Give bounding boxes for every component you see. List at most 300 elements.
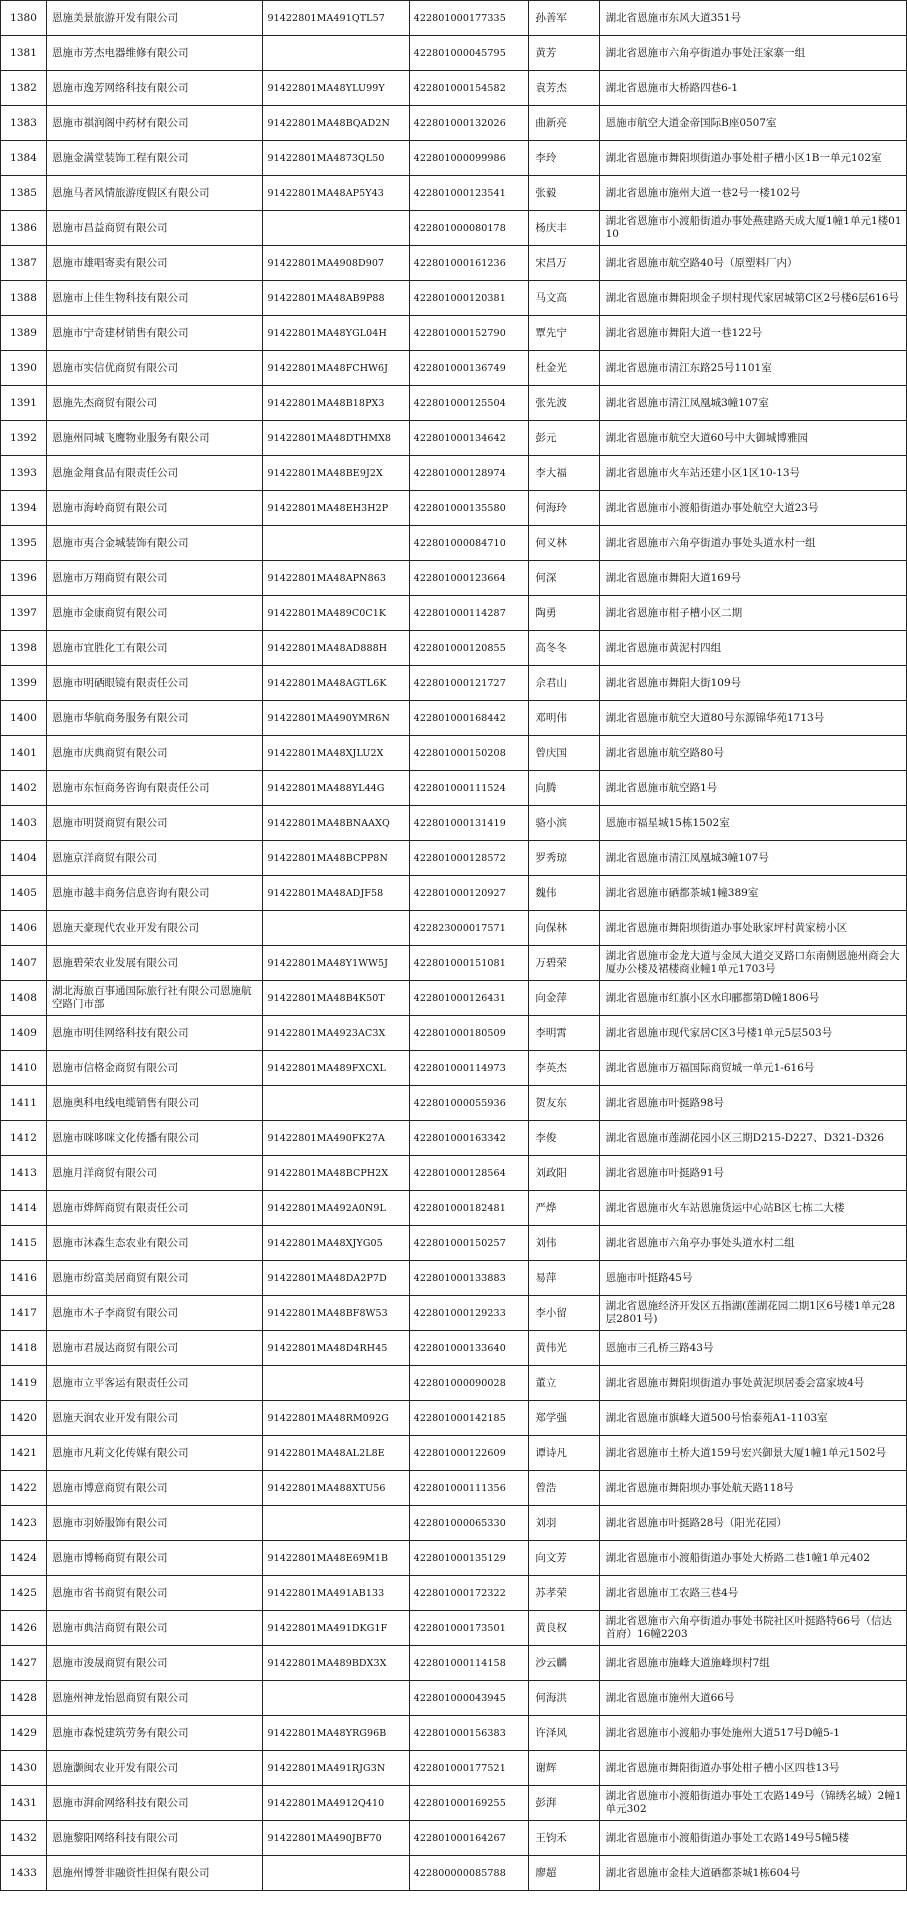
- company-name-cell: 恩施市浚晟商贸有限公司: [47, 1646, 263, 1681]
- legal-representative-cell: 向金萍: [529, 981, 599, 1016]
- address-cell: 恩施市航空大道金帝国际B座0507室: [599, 106, 906, 141]
- company-name-cell: 恩施市明佳网络科技有限公司: [47, 1016, 263, 1051]
- table-row: [1, 246, 907, 281]
- table-row: [1, 1471, 907, 1506]
- company-name-cell: 恩施市上佳生物科技有限公司: [47, 281, 263, 316]
- credit-code-cell: 91422801MA492A0N9L: [263, 1191, 409, 1226]
- company-name-cell: 恩施市凡莉文化传媒有限公司: [47, 1436, 263, 1471]
- legal-representative-cell: 李俊: [529, 1121, 599, 1156]
- registration-number-cell: 422801000132026: [409, 106, 529, 141]
- address-cell: 恩施市叶挺路45号: [599, 1261, 906, 1296]
- table-row: [1, 596, 907, 631]
- legal-representative-cell: 贺友东: [529, 1086, 599, 1121]
- company-name-cell: 恩施天润农业开发有限公司: [47, 1401, 263, 1436]
- company-name-cell: 恩施市昌益商贸有限公司: [47, 211, 263, 246]
- company-name-cell: 恩施市湃俞网络科技有限公司: [47, 1786, 263, 1821]
- row-number-cell: 1416: [1, 1261, 47, 1296]
- row-number-cell: 1398: [1, 631, 47, 666]
- legal-representative-cell: 宋昌万: [529, 246, 599, 281]
- company-name-cell: 恩施州神龙怡恩商贸有限公司: [47, 1681, 263, 1716]
- table-row: [1, 1716, 907, 1751]
- legal-representative-cell: 向腾: [529, 771, 599, 806]
- table-row: [1, 1156, 907, 1191]
- credit-code-cell: 91422801MA48E69M1B: [263, 1541, 409, 1576]
- table-row: [1, 1436, 907, 1471]
- registration-number-cell: 422801000099986: [409, 141, 529, 176]
- row-number-cell: 1399: [1, 666, 47, 701]
- address-cell: 湖北省恩施市六角亭街道办事处头道水村一组: [599, 526, 906, 561]
- table-row: [1, 1681, 907, 1716]
- registration-number-cell: 422801000120381: [409, 281, 529, 316]
- legal-representative-cell: 谢辉: [529, 1751, 599, 1786]
- company-name-cell: 恩施州同城飞鹰物业服务有限公司: [47, 421, 263, 456]
- address-cell: 湖北省恩施市叶挺路28号（阳光花园）: [599, 1506, 906, 1541]
- address-cell: 湖北省恩施市莲湖花园小区三期D215-D227、D321-D326: [599, 1121, 906, 1156]
- table-row: [1, 421, 907, 456]
- address-cell: 湖北省恩施市小渡船街道办事处工农路149号5幢5楼: [599, 1821, 906, 1856]
- address-cell: 湖北省恩施市航空路80号: [599, 736, 906, 771]
- table-row: [1, 1051, 907, 1086]
- legal-representative-cell: 佘君山: [529, 666, 599, 701]
- row-number-cell: 1392: [1, 421, 47, 456]
- registration-number-cell: 422801000177521: [409, 1751, 529, 1786]
- registration-number-cell: 422801000163342: [409, 1121, 529, 1156]
- address-cell: 湖北省恩施市火车站还建小区1区10-13号: [599, 456, 906, 491]
- table-row: [1, 491, 907, 526]
- credit-code-cell: 91422801MA48D4RH45: [263, 1331, 409, 1366]
- company-name-cell: 恩施市明硒眼镜有限责任公司: [47, 666, 263, 701]
- credit-code-cell: 91422801MA491DKG1F: [263, 1611, 409, 1646]
- table-row: [1, 666, 907, 701]
- table-row: [1, 1541, 907, 1576]
- registration-number-cell: 422801000164267: [409, 1821, 529, 1856]
- registration-number-cell: 422801000173501: [409, 1611, 529, 1646]
- row-number-cell: 1384: [1, 141, 47, 176]
- company-name-cell: 恩施市烨辉商贸有限责任公司: [47, 1191, 263, 1226]
- address-cell: 湖北省恩施市舞阳坝街道办事处耿家坪村黄家榜小区: [599, 911, 906, 946]
- row-number-cell: 1428: [1, 1681, 47, 1716]
- legal-representative-cell: 何海洪: [529, 1681, 599, 1716]
- address-cell: 湖北省恩施市小渡船街道办事处航空大道23号: [599, 491, 906, 526]
- registration-number-cell: 422801000161236: [409, 246, 529, 281]
- row-number-cell: 1415: [1, 1226, 47, 1261]
- address-cell: 湖北省恩施市舞阳大道169号: [599, 561, 906, 596]
- registration-number-cell: 422801000128572: [409, 841, 529, 876]
- credit-code-cell: 91422801MA48AGTL6K: [263, 666, 409, 701]
- credit-code-cell: 91422801MA48ADJF58: [263, 876, 409, 911]
- company-name-cell: 恩施市庆典商贸有限公司: [47, 736, 263, 771]
- table-row: [1, 1751, 907, 1786]
- row-number-cell: 1389: [1, 316, 47, 351]
- address-cell: 湖北省恩施市航空大道60号中大御城博雅园: [599, 421, 906, 456]
- credit-code-cell: [263, 1366, 409, 1401]
- credit-code-cell: 91422801MA489BDX3X: [263, 1646, 409, 1681]
- row-number-cell: 1401: [1, 736, 47, 771]
- table-row: [1, 71, 907, 106]
- credit-code-cell: [263, 36, 409, 71]
- address-cell: 湖北省恩施市舞阳坝街道办事处黄泥坝居委会富家坡4号: [599, 1366, 906, 1401]
- table-row: [1, 1506, 907, 1541]
- company-name-cell: 恩施市咪哆咪文化传播有限公司: [47, 1121, 263, 1156]
- row-number-cell: 1425: [1, 1576, 47, 1611]
- registration-number-cell: 422800000085788: [409, 1856, 529, 1891]
- address-cell: 湖北省恩施市舞阳街道办事处柑子槽小区四巷13号: [599, 1751, 906, 1786]
- row-number-cell: 1386: [1, 211, 47, 246]
- row-number-cell: 1409: [1, 1016, 47, 1051]
- registration-number-cell: 422801000114973: [409, 1051, 529, 1086]
- address-cell: 湖北省恩施市航空大道80号东源锦华苑1713号: [599, 701, 906, 736]
- company-name-cell: 恩施市芳杰电器维修有限公司: [47, 36, 263, 71]
- credit-code-cell: 91422801MA48BQAD2N: [263, 106, 409, 141]
- table-row: [1, 981, 907, 1016]
- credit-code-cell: 91422801MA48YGL04H: [263, 316, 409, 351]
- registration-number-cell: 422801000065330: [409, 1506, 529, 1541]
- credit-code-cell: 91422801MA48DTHMX8: [263, 421, 409, 456]
- legal-representative-cell: 向文芳: [529, 1541, 599, 1576]
- row-number-cell: 1423: [1, 1506, 47, 1541]
- legal-representative-cell: 孙善军: [529, 1, 599, 36]
- registration-number-cell: 422801000090028: [409, 1366, 529, 1401]
- table-row: [1, 141, 907, 176]
- legal-representative-cell: 陶勇: [529, 596, 599, 631]
- company-name-cell: 恩施市雄唱寄卖有限公司: [47, 246, 263, 281]
- credit-code-cell: 91422801MA490YMR6N: [263, 701, 409, 736]
- row-number-cell: 1397: [1, 596, 47, 631]
- address-cell: 湖北省恩施市旗峰大道500号怡泰苑A1-1103室: [599, 1401, 906, 1436]
- registration-number-cell: 422801000125504: [409, 386, 529, 421]
- registration-number-cell: 422801000123664: [409, 561, 529, 596]
- address-cell: 恩施市福星城15栋1502室: [599, 806, 906, 841]
- registration-number-cell: 422801000131419: [409, 806, 529, 841]
- credit-code-cell: [263, 1086, 409, 1121]
- company-name-cell: 恩施美景旅游开发有限公司: [47, 1, 263, 36]
- registration-number-cell: 422801000135580: [409, 491, 529, 526]
- company-name-cell: 恩施市木子李商贸有限公司: [47, 1296, 263, 1331]
- credit-code-cell: 91422801MA48RM092G: [263, 1401, 409, 1436]
- registration-number-cell: 422801000080178: [409, 211, 529, 246]
- table-body: [1, 1, 907, 1891]
- legal-representative-cell: 李大福: [529, 456, 599, 491]
- address-cell: 湖北省恩施市施州大道一巷2号一楼102号: [599, 176, 906, 211]
- row-number-cell: 1394: [1, 491, 47, 526]
- row-number-cell: 1410: [1, 1051, 47, 1086]
- legal-representative-cell: 曾浩: [529, 1471, 599, 1506]
- company-name-cell: 恩施市越丰商务信息咨询有限公司: [47, 876, 263, 911]
- credit-code-cell: 91422801MA48DA2P7D: [263, 1261, 409, 1296]
- address-cell: 湖北省恩施市六角亭街道办事处汪家寨一组: [599, 36, 906, 71]
- registration-number-cell: 422801000084710: [409, 526, 529, 561]
- legal-representative-cell: 张毅: [529, 176, 599, 211]
- table-row: [1, 1366, 907, 1401]
- credit-code-cell: 91422801MA4873QL50: [263, 141, 409, 176]
- row-number-cell: 1408: [1, 981, 47, 1016]
- legal-representative-cell: 张先波: [529, 386, 599, 421]
- credit-code-cell: 91422801MA48AL2L8E: [263, 1436, 409, 1471]
- row-number-cell: 1396: [1, 561, 47, 596]
- company-name-cell: 恩施市森悦建筑劳务有限公司: [47, 1716, 263, 1751]
- company-name-cell: 湖北海旅百事通国际旅行社有限公司恩施航空路门市部: [47, 981, 263, 1016]
- registration-number-cell: 422801000123541: [409, 176, 529, 211]
- credit-code-cell: 91422801MA48B4K50T: [263, 981, 409, 1016]
- address-cell: 湖北省恩施市火车站恩施货运中心站B区七栋二大楼: [599, 1191, 906, 1226]
- company-name-cell: 恩施市东恒商务咨询有限责任公司: [47, 771, 263, 806]
- address-cell: 湖北省恩施市红旗小区水印郦都第D幢1806号: [599, 981, 906, 1016]
- table-row: [1, 1261, 907, 1296]
- table-row: [1, 1856, 907, 1891]
- legal-representative-cell: 易萍: [529, 1261, 599, 1296]
- credit-code-cell: 91422801MA48YLU99Y: [263, 71, 409, 106]
- legal-representative-cell: 黄伟光: [529, 1331, 599, 1366]
- row-number-cell: 1430: [1, 1751, 47, 1786]
- company-name-cell: 恩施天豪现代农业开发有限公司: [47, 911, 263, 946]
- company-name-cell: 恩施市逸芳网络科技有限公司: [47, 71, 263, 106]
- company-name-cell: 恩施州博誉非融资性担保有限公司: [47, 1856, 263, 1891]
- address-cell: 湖北省恩施市清江凤凰城3幢107号: [599, 841, 906, 876]
- address-cell: 湖北省恩施市小渡船街道办事处燕建路天成大厦1幢1单元1楼0110: [599, 211, 906, 246]
- credit-code-cell: 91422801MA488XTU56: [263, 1471, 409, 1506]
- table-row: [1, 1401, 907, 1436]
- credit-code-cell: 91422801MA48AB9P88: [263, 281, 409, 316]
- credit-code-cell: 91422801MA48BCPP8N: [263, 841, 409, 876]
- company-name-cell: 恩施市实信优商贸有限公司: [47, 351, 263, 386]
- legal-representative-cell: 曾庆国: [529, 736, 599, 771]
- registration-number-cell: 422823000017571: [409, 911, 529, 946]
- row-number-cell: 1413: [1, 1156, 47, 1191]
- credit-code-cell: 91422801MA48BCPH2X: [263, 1156, 409, 1191]
- registration-number-cell: 422801000168442: [409, 701, 529, 736]
- company-name-cell: 恩施市明贤商贸有限公司: [47, 806, 263, 841]
- registration-number-cell: 422801000156383: [409, 1716, 529, 1751]
- address-cell: 湖北省恩施市航空路40号（原塑料厂内）: [599, 246, 906, 281]
- address-cell: 湖北省恩施市航空路1号: [599, 771, 906, 806]
- row-number-cell: 1402: [1, 771, 47, 806]
- table-row: [1, 211, 907, 246]
- credit-code-cell: [263, 526, 409, 561]
- registration-number-cell: 422801000114287: [409, 596, 529, 631]
- credit-code-cell: 91422801MA48BNAAXQ: [263, 806, 409, 841]
- registration-number-cell: 422801000122609: [409, 1436, 529, 1471]
- legal-representative-cell: 何义林: [529, 526, 599, 561]
- credit-code-cell: [263, 1506, 409, 1541]
- registration-number-cell: 422801000182481: [409, 1191, 529, 1226]
- row-number-cell: 1420: [1, 1401, 47, 1436]
- row-number-cell: 1380: [1, 1, 47, 36]
- registration-number-cell: 422801000055936: [409, 1086, 529, 1121]
- row-number-cell: 1407: [1, 946, 47, 981]
- registration-number-cell: 422801000152790: [409, 316, 529, 351]
- credit-code-cell: 91422801MA48YRG96B: [263, 1716, 409, 1751]
- company-name-cell: 恩施市金康商贸有限公司: [47, 596, 263, 631]
- table-row: [1, 1576, 907, 1611]
- registration-number-cell: 422801000150257: [409, 1226, 529, 1261]
- address-cell: 湖北省恩施市万福国际商贸城一单元1-616号: [599, 1051, 906, 1086]
- address-cell: 湖北省恩施市柑子槽小区二期: [599, 596, 906, 631]
- company-name-cell: 恩施京洋商贸有限公司: [47, 841, 263, 876]
- company-name-cell: 恩施市君晟达商贸有限公司: [47, 1331, 263, 1366]
- row-number-cell: 1391: [1, 386, 47, 421]
- credit-code-cell: 91422801MA48EH3H2P: [263, 491, 409, 526]
- registration-number-cell: 422801000154582: [409, 71, 529, 106]
- legal-representative-cell: 袁芳杰: [529, 71, 599, 106]
- address-cell: 湖北省恩施市六角亭办事处头道水村二组: [599, 1226, 906, 1261]
- row-number-cell: 1426: [1, 1611, 47, 1646]
- row-number-cell: 1383: [1, 106, 47, 141]
- table-row: [1, 106, 907, 141]
- table-row: [1, 1191, 907, 1226]
- table-row: [1, 456, 907, 491]
- row-number-cell: 1404: [1, 841, 47, 876]
- address-cell: 湖北省恩施市舞阳大街109号: [599, 666, 906, 701]
- address-cell: 湖北省恩施市工农路三巷4号: [599, 1576, 906, 1611]
- registration-number-cell: 422801000133883: [409, 1261, 529, 1296]
- legal-representative-cell: 向保林: [529, 911, 599, 946]
- company-name-cell: 恩施市立平客运有限责任公司: [47, 1366, 263, 1401]
- address-cell: 恩施市三孔桥三路43号: [599, 1331, 906, 1366]
- row-number-cell: 1421: [1, 1436, 47, 1471]
- credit-code-cell: 91422801MA48XJYG05: [263, 1226, 409, 1261]
- address-cell: 湖北省恩施市土桥大道159号宏兴御景大厦1幢1单元1502号: [599, 1436, 906, 1471]
- address-cell: 湖北省恩施市金桂大道硒都茶城1栋604号: [599, 1856, 906, 1891]
- legal-representative-cell: 刘政阳: [529, 1156, 599, 1191]
- company-name-cell: 恩施市华航商务服务有限公司: [47, 701, 263, 736]
- row-number-cell: 1406: [1, 911, 47, 946]
- company-name-cell: 恩施市宜胜化工有限公司: [47, 631, 263, 666]
- table-row: [1, 1296, 907, 1331]
- registration-number-cell: 422801000120855: [409, 631, 529, 666]
- table-row: [1, 1086, 907, 1121]
- table-row: [1, 526, 907, 561]
- legal-representative-cell: 谭诗凡: [529, 1436, 599, 1471]
- legal-representative-cell: 董立: [529, 1366, 599, 1401]
- row-number-cell: 1431: [1, 1786, 47, 1821]
- address-cell: 湖北省恩施市六角亭街道办事处书院社区叶挺路特66号（信达首府）16幢2203: [599, 1611, 906, 1646]
- address-cell: 湖北省恩施市小渡船街道办事处大桥路二巷1幢1单元402: [599, 1541, 906, 1576]
- legal-representative-cell: 廖超: [529, 1856, 599, 1891]
- row-number-cell: 1400: [1, 701, 47, 736]
- legal-representative-cell: 覃先宁: [529, 316, 599, 351]
- address-cell: 湖北省恩施市施州大道66号: [599, 1681, 906, 1716]
- legal-representative-cell: 曲新亮: [529, 106, 599, 141]
- row-number-cell: 1382: [1, 71, 47, 106]
- address-cell: 湖北省恩施市金龙大道与金凤大道交叉路口东南侧恩施州商会大厦办公楼及裙楼商业幢1单元1703号: [599, 946, 906, 981]
- legal-representative-cell: 骆小滨: [529, 806, 599, 841]
- address-cell: 湖北省恩施市小渡船街道办事处工农路149号（锦绣名城）2幢1单元302: [599, 1786, 906, 1821]
- row-number-cell: 1393: [1, 456, 47, 491]
- address-cell: 湖北省恩施市小渡船办事处施州大道517号D幢5-1: [599, 1716, 906, 1751]
- registration-number-cell: 422801000142185: [409, 1401, 529, 1436]
- registration-number-cell: 422801000129233: [409, 1296, 529, 1331]
- registration-number-cell: 422801000134642: [409, 421, 529, 456]
- table-row: [1, 841, 907, 876]
- table-row: [1, 771, 907, 806]
- company-name-cell: 恩施市博畅商贸有限公司: [47, 1541, 263, 1576]
- credit-code-cell: 91422801MA490FK27A: [263, 1121, 409, 1156]
- legal-representative-cell: 严烨: [529, 1191, 599, 1226]
- credit-code-cell: 91422801MA48Y1WW5J: [263, 946, 409, 981]
- table-row: [1, 631, 907, 666]
- credit-code-cell: 91422801MA491RJG3N: [263, 1751, 409, 1786]
- legal-representative-cell: 高冬冬: [529, 631, 599, 666]
- table-row: [1, 1821, 907, 1856]
- legal-representative-cell: 王钧禾: [529, 1821, 599, 1856]
- row-number-cell: 1388: [1, 281, 47, 316]
- company-name-cell: 恩施市纷富美居商贸有限公司: [47, 1261, 263, 1296]
- row-number-cell: 1419: [1, 1366, 47, 1401]
- row-number-cell: 1390: [1, 351, 47, 386]
- legal-representative-cell: 杨庆丰: [529, 211, 599, 246]
- company-name-cell: 恩施金翔食品有限责任公司: [47, 456, 263, 491]
- table-row: [1, 176, 907, 211]
- company-name-cell: 恩施市宁奇建材销售有限公司: [47, 316, 263, 351]
- registration-number-cell: 422801000111356: [409, 1471, 529, 1506]
- legal-representative-cell: 刘羽: [529, 1506, 599, 1541]
- table-row: [1, 1786, 907, 1821]
- legal-representative-cell: 李明霄: [529, 1016, 599, 1051]
- row-number-cell: 1417: [1, 1296, 47, 1331]
- company-name-cell: 恩施市夷合金城装饰有限公司: [47, 526, 263, 561]
- registration-number-cell: 422801000133640: [409, 1331, 529, 1366]
- table-row: [1, 1121, 907, 1156]
- legal-representative-cell: 马文高: [529, 281, 599, 316]
- registration-number-cell: 422801000128564: [409, 1156, 529, 1191]
- credit-code-cell: 91422801MA4923AC3X: [263, 1016, 409, 1051]
- legal-representative-cell: 邓明伟: [529, 701, 599, 736]
- row-number-cell: 1418: [1, 1331, 47, 1366]
- table-row: [1, 36, 907, 71]
- table-row: [1, 911, 907, 946]
- credit-code-cell: [263, 911, 409, 946]
- company-name-cell: 恩施月洋商贸有限公司: [47, 1156, 263, 1191]
- registration-number-cell: 422801000169255: [409, 1786, 529, 1821]
- company-name-cell: 恩施先杰商贸有限公司: [47, 386, 263, 421]
- company-name-cell: 恩施市典洁商贸有限公司: [47, 1611, 263, 1646]
- registration-number-cell: 422801000180509: [409, 1016, 529, 1051]
- credit-code-cell: 91422801MA489C0C1K: [263, 596, 409, 631]
- legal-representative-cell: 何深: [529, 561, 599, 596]
- legal-representative-cell: 黄芳: [529, 36, 599, 71]
- legal-representative-cell: 黄良权: [529, 1611, 599, 1646]
- address-cell: 湖北省恩施市叶挺路98号: [599, 1086, 906, 1121]
- address-cell: 湖北省恩施市现代家居C区3号楼1单元5层503号: [599, 1016, 906, 1051]
- table-row: [1, 351, 907, 386]
- legal-representative-cell: 杜金光: [529, 351, 599, 386]
- legal-representative-cell: 刘伟: [529, 1226, 599, 1261]
- address-cell: 湖北省恩施市东风大道351号: [599, 1, 906, 36]
- row-number-cell: 1429: [1, 1716, 47, 1751]
- legal-representative-cell: 李小留: [529, 1296, 599, 1331]
- legal-representative-cell: 魏伟: [529, 876, 599, 911]
- row-number-cell: 1395: [1, 526, 47, 561]
- company-name-cell: 恩施金满堂装饰工程有限公司: [47, 141, 263, 176]
- registration-number-cell: 422801000045795: [409, 36, 529, 71]
- address-cell: 湖北省恩施市施峰大道施峰坝村7组: [599, 1646, 906, 1681]
- credit-code-cell: 91422801MA488YL44G: [263, 771, 409, 806]
- table-row: [1, 1331, 907, 1366]
- legal-representative-cell: 彭元: [529, 421, 599, 456]
- table-row: [1, 561, 907, 596]
- credit-code-cell: 91422801MA48AD888H: [263, 631, 409, 666]
- credit-code-cell: 91422801MA491QTL57: [263, 1, 409, 36]
- table-row: [1, 316, 907, 351]
- registration-number-cell: 422801000114158: [409, 1646, 529, 1681]
- table-row: [1, 946, 907, 981]
- credit-code-cell: 91422801MA48XJLU2X: [263, 736, 409, 771]
- credit-code-cell: [263, 1856, 409, 1891]
- legal-representative-cell: 李玲: [529, 141, 599, 176]
- row-number-cell: 1422: [1, 1471, 47, 1506]
- company-name-cell: 恩施市羽娇服饰有限公司: [47, 1506, 263, 1541]
- row-number-cell: 1412: [1, 1121, 47, 1156]
